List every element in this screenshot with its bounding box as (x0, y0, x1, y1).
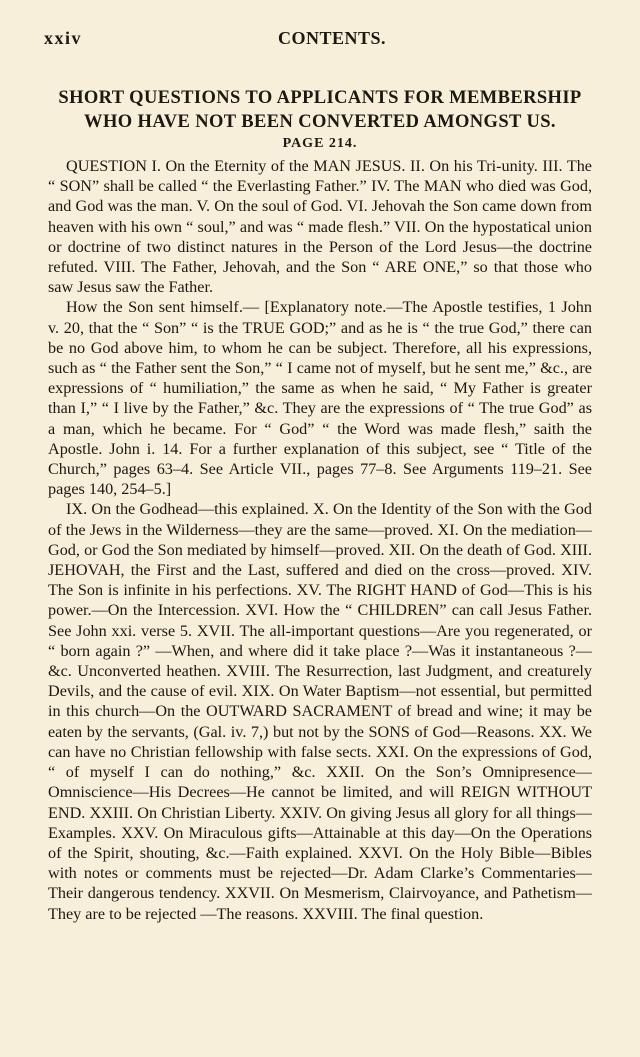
section-title-line-1: SHORT QUESTIONS TO APPLICANTS FOR MEMBERSHIP (58, 88, 582, 108)
paragraph-questions-9-28: IX. On the Godhead—this explained. X. On the Identity of the Son with the God of the Jews in the Wilderness—they are the same—proved. XI. On the mediation—God, or God the Son mediated by himself—proved. XII. On the death of God. XIII. JEHOVAH, the First and the Last, suffered and died on the cross—proved. XIV. The Son is infinite in his perfections. XV. The RIGHT HAND of God—This is his power.—On the Intercession. XVI. How the “ CHILDREN” can call Jesus Father. See John xxi. verse 5. XVII. The all-important questions—Are you regenerated, or “ born again ?” —When, and where did it take place ?—Was it instantaneous ?—&c. Unconverted heathen. XVIII. The Resurrection, last Judgment, and creaturely Devils, and the cause of evil. XIX. On Water Baptism—not essential, but permitted in this church—On the OUTWARD SACRAMENT of bread and wine; it may be eaten by the servants, (Gal. iv. 7,) but not by the SONS of God—Reasons. XX. We can have no Christian fellowship with false sects. XXI. On the expressions of God, “ of myself I can do nothing,” &c. XXII. On the Son’s Omnipresence—Omniscience—His Decrees—He cannot be limited, and will REIGN WITHOUT END. XXIII. On Christian Liberty. XXIV. On giving Jesus all glory for all things—Examples. XXV. On Miraculous gifts—Attainable at this day—On the Operations of the Spirit, shouting, &c.—Faith explained. XXVI. On the Holy Bible—Bibles with notes or comments must be rejected—Dr. Adam Clarke’s Commentaries—Their dangerous tendency. XXVII. On Mesmerism, Clairvoyance, and Pathetism—They are to be rejected —The reasons. XXVIII. The final question. (48, 500, 592, 923)
section-title-line-2: WHO HAVE NOT BEEN CONVERTED AMONGST US. (84, 112, 556, 132)
running-head: CONTENTS. (277, 28, 387, 48)
paragraph-explanatory-note: How the Son sent himself.— [Explanatory note.—The Apostle testifies, 1 John v. 20, that the “ Son” “ is the TRUE GOD;” and as he is “ the true God,” there can be no God above him, to whom he can be subject. Therefore, all his expressions, such as “ the Father sent the Son,” “ I came not of myself, but he sent me,” &c., are expressions of “ humiliation,” the same as when he said, “ My Father is greater than I,” “ I live by the Father,” &c. They are the expressions of “ The true God” as a man, which he became. For “ God” “ the Word was made flesh,” saith the Apostle. John i. 14. For a further explanation of this subject, see “ Title of the Church,” pages 63–4. See Article VII., pages 77–8. See Arguments 119–21. See pages 140, 254–5.] (48, 298, 592, 499)
section-title (46, 86, 594, 154)
section-page-reference: PAGE 214. (282, 136, 358, 151)
page-number: xxiv (44, 28, 83, 48)
contents-body (48, 156, 592, 924)
page-header (44, 28, 580, 50)
paragraph-questions-1-8: QUESTION I. On the Eternity of the MAN JESUS. II. On his Tri-unity. III. The “ SON” shall be called “ the Everlasting Father.” IV. The MAN who died was God, and God was the man. V. On the soul of God. VI. Jehovah the Son came down from heaven with his own “ soul,” and was “ made flesh.” VII. On the hypostatical union or doctrine of two distinct natures in the Person of the Lord Jesus—the doctrine refuted. VIII. The Father, Jehovah, and the Son “ ARE ONE,” so that those who saw Jesus saw the Father. (48, 157, 592, 297)
